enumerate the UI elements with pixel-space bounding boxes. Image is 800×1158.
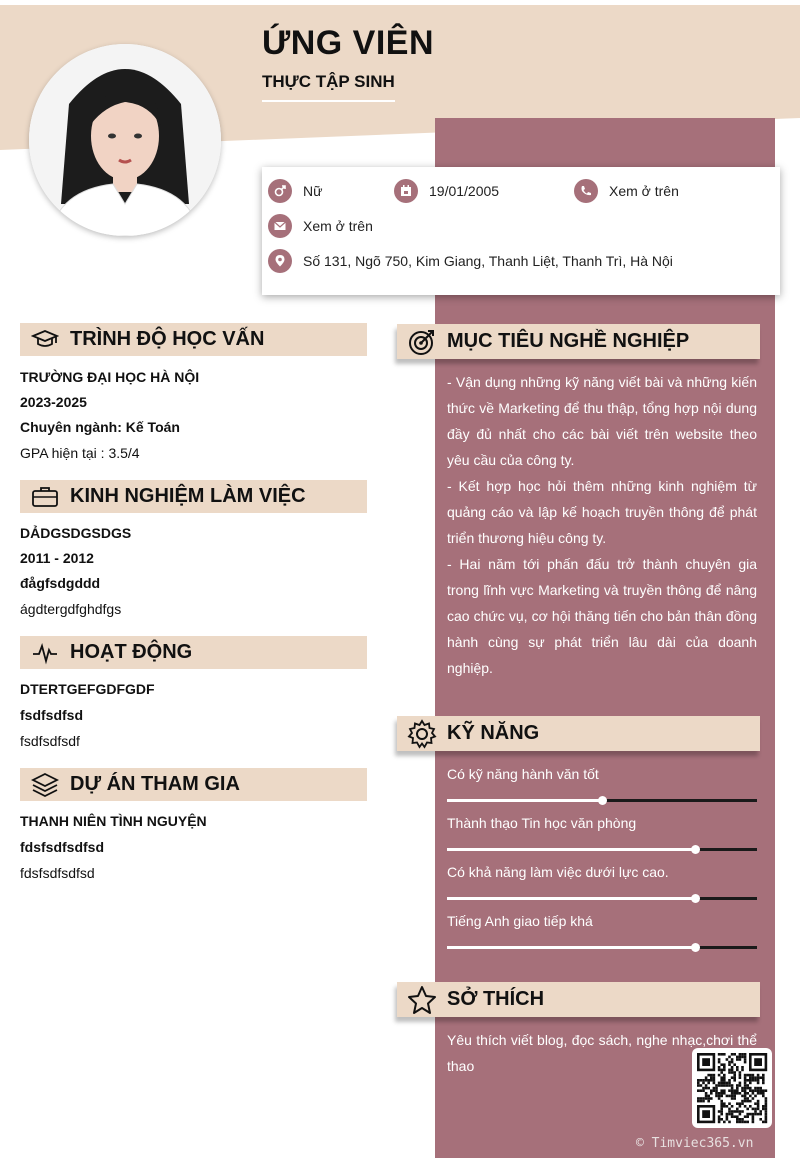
activities-heading-text: HOẠT ĐỘNG <box>70 641 193 663</box>
hobbies-heading <box>397 982 760 1017</box>
education-major: Chuyên ngành: Kế Toán <box>20 419 180 435</box>
skill-bar-handle <box>691 894 700 903</box>
job-title: THỰC TẬP SINH <box>262 72 395 102</box>
email-text: Xem ở trên <box>303 218 373 234</box>
skill-item <box>447 815 757 831</box>
skills-heading <box>397 716 760 751</box>
briefcase-icon <box>20 485 70 509</box>
experience-years: 2011 - 2012 <box>20 550 94 566</box>
pulse-icon <box>20 641 70 665</box>
projects-heading-text: DỰ ÁN THAM GIA <box>70 773 240 795</box>
activities-heading <box>20 636 367 669</box>
skill-item <box>447 913 757 929</box>
education-heading <box>20 323 367 356</box>
phone-text: Xem ở trên <box>609 183 679 199</box>
contact-card <box>262 167 780 295</box>
skill-bar-handle <box>691 845 700 854</box>
education-gpa: GPA hiện tại : 3.5/4 <box>20 445 140 461</box>
activities-org: DTERTGEFGDFGDF <box>20 681 155 697</box>
activities-role: fsdfsdfsd <box>20 707 83 723</box>
experience-desc: ágdtergdfghdfgs <box>20 601 122 617</box>
skills-heading-text: KỸ NĂNG <box>447 722 540 744</box>
skill-label: Có kỹ năng hành văn tốt <box>447 766 599 782</box>
skill-bar-track <box>447 946 757 949</box>
activities-desc: fsdfsdfsdf <box>20 733 80 749</box>
graduation-cap-icon <box>20 328 70 352</box>
email-row <box>268 214 373 238</box>
dob-text: 19/01/2005 <box>429 183 500 199</box>
experience-company: DẢDGSDGSDGS <box>20 525 132 541</box>
star-icon <box>397 985 447 1015</box>
hobbies-heading-text: SỞ THÍCH <box>447 988 545 1010</box>
address-row <box>268 249 673 273</box>
skill-bar-track <box>447 799 757 802</box>
skill-bar-fill <box>447 897 695 900</box>
dob-row <box>394 179 499 203</box>
experience-role: đågfsdgddd <box>20 575 101 591</box>
address-text: Số 131, Ngõ 750, Kim Giang, Thanh Liệt, Thanh Trì, Hà Nội <box>303 253 673 269</box>
gender-row <box>268 179 322 203</box>
skill-item <box>447 864 757 880</box>
skill-bar-handle <box>691 943 700 952</box>
gender-text: Nữ <box>303 183 323 199</box>
target-icon <box>397 328 447 356</box>
education-school: TRƯỜNG ĐẠI HỌC HÀ NỘI <box>20 369 200 385</box>
projects-heading <box>20 768 367 801</box>
skill-item <box>447 766 757 782</box>
email-icon <box>268 214 292 238</box>
skill-label: Thành thạo Tin học văn phòng <box>447 815 637 831</box>
projects-desc: fdsfsdfsdfsd <box>20 865 95 881</box>
skill-bar-handle <box>598 796 607 805</box>
skill-bar-fill <box>447 848 695 851</box>
skill-label: Tiếng Anh giao tiếp khá <box>447 913 593 929</box>
calendar-icon <box>394 179 418 203</box>
skill-label: Có khả năng làm việc dưới lực cao. <box>447 864 669 880</box>
experience-heading-text: KINH NGHIỆM LÀM VIỆC <box>70 485 306 507</box>
location-pin-icon <box>268 249 292 273</box>
education-years: 2023-2025 <box>20 394 87 410</box>
watermark: © Timviec365.vn <box>636 1136 754 1151</box>
phone-icon <box>574 179 598 203</box>
skill-bar-fill <box>447 799 602 802</box>
objective-text: - Vận dụng những kỹ năng viết bài và những kiến thức về Marketing để thu thập, tổng hợp nội dung đầy đủ nhất cho các bài viết trên website theo yêu cầu của công ty. - Kết hợp học hỏi thêm những kinh nghiệm từ quảng cáo và lập kế hoạch truyền thông để phát triển thương hiệu công ty. - Hai năm tới phấn đấu trở thành chuyên gia trong lĩnh vực Marketing và truyền thông để nâng cao chức vụ, cơ hội thăng tiến cho bản thân đồng hành cùng sự phát triển lâu dài của doanh nghiệp. <box>447 374 757 676</box>
qr-code <box>692 1048 772 1128</box>
layers-icon <box>20 772 70 798</box>
phone-row <box>574 179 679 203</box>
candidate-name: ỨNG VIÊN <box>262 24 435 62</box>
education-heading-text: TRÌNH ĐỘ HỌC VẤN <box>70 328 265 350</box>
hobbies-text: Yêu thích viết blog, đọc sách, nghe nhạc,chơi thể thao <box>447 1032 757 1074</box>
gender-icon <box>268 179 292 203</box>
projects-name: THANH NIÊN TÌNH NGUYỆN <box>20 813 207 829</box>
objective-heading-text: MỤC TIÊU NGHỀ NGHIỆP <box>447 330 690 352</box>
skill-bar-fill <box>447 946 695 949</box>
skill-bar-track <box>447 897 757 900</box>
objective-heading <box>397 324 760 359</box>
portrait-photo <box>29 44 221 236</box>
projects-role: fdsfsdfsdfsd <box>20 839 104 855</box>
gear-icon <box>397 719 447 749</box>
skill-bar-track <box>447 848 757 851</box>
experience-heading <box>20 480 367 513</box>
